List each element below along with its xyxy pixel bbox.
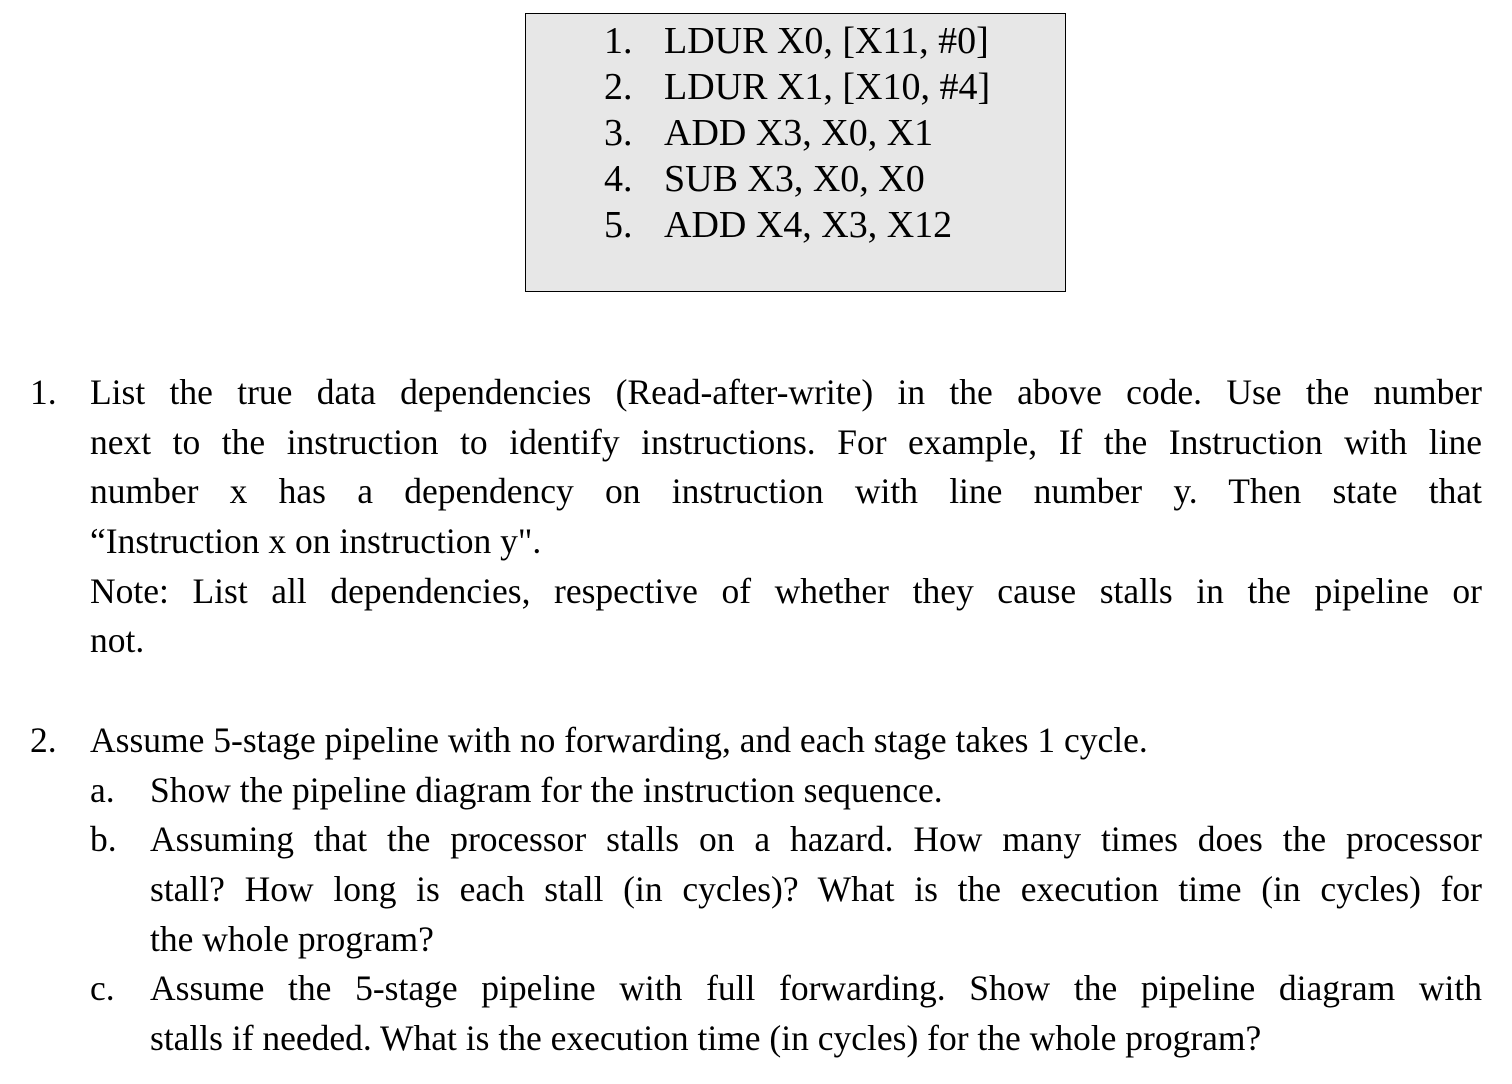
code-line: 4. SUB X3, X0, X0 xyxy=(604,158,925,200)
subquestion-c: c. Assume the 5-stage pipeline with full forwarding. Show the pipeline diagram with stalls if needed. What is the execution time (in cycles) for the whole program? xyxy=(90,968,1482,1059)
question-1-body: List the true data dependencies (Read-after-write) in the above code. Use the number next to the instruction to identify instructions. For example, If the Instruction with line number x has a dependency on instruction with line number y. Then state that “Instruction x on instruction y". Note: List all dependencies, respective of whether they cause stalls in the pipeline or not. xyxy=(90,372,1482,661)
subquestion-a: a. Show the pipeline diagram for the instruction sequence. xyxy=(90,769,943,810)
code-line: 1. LDUR X0, [X11, #0] xyxy=(604,20,989,62)
subquestion-b: b. Assuming that the processor stalls on a hazard. How many times does the processor stall? How long is each stall (in cycles)? What is the execution time (in cycles) for the whole program? xyxy=(90,819,1482,959)
code-box xyxy=(525,13,1066,292)
code-line: 5. ADD X4, X3, X12 xyxy=(604,204,953,246)
question-2-body: Assume 5-stage pipeline with no forwarding, and each stage takes 1 cycle. a. Show the pipeline diagram for the instruction sequence. b. Assuming that the processor stalls on a hazard. How many times does the processor stall? How long is each stall (in cycles)? What is the execution time (in cycles) for the whole program? c. Assume the 5-stage pipeline with full forwarding. Show the pipeline diagram with stalls if needed. What is the execution time (in cycles) for the whole program? xyxy=(90,716,1482,1064)
code-line: 2. LDUR X1, [X10, #4] xyxy=(604,66,991,108)
code-line: 3. ADD X3, X0, X1 xyxy=(604,112,934,154)
